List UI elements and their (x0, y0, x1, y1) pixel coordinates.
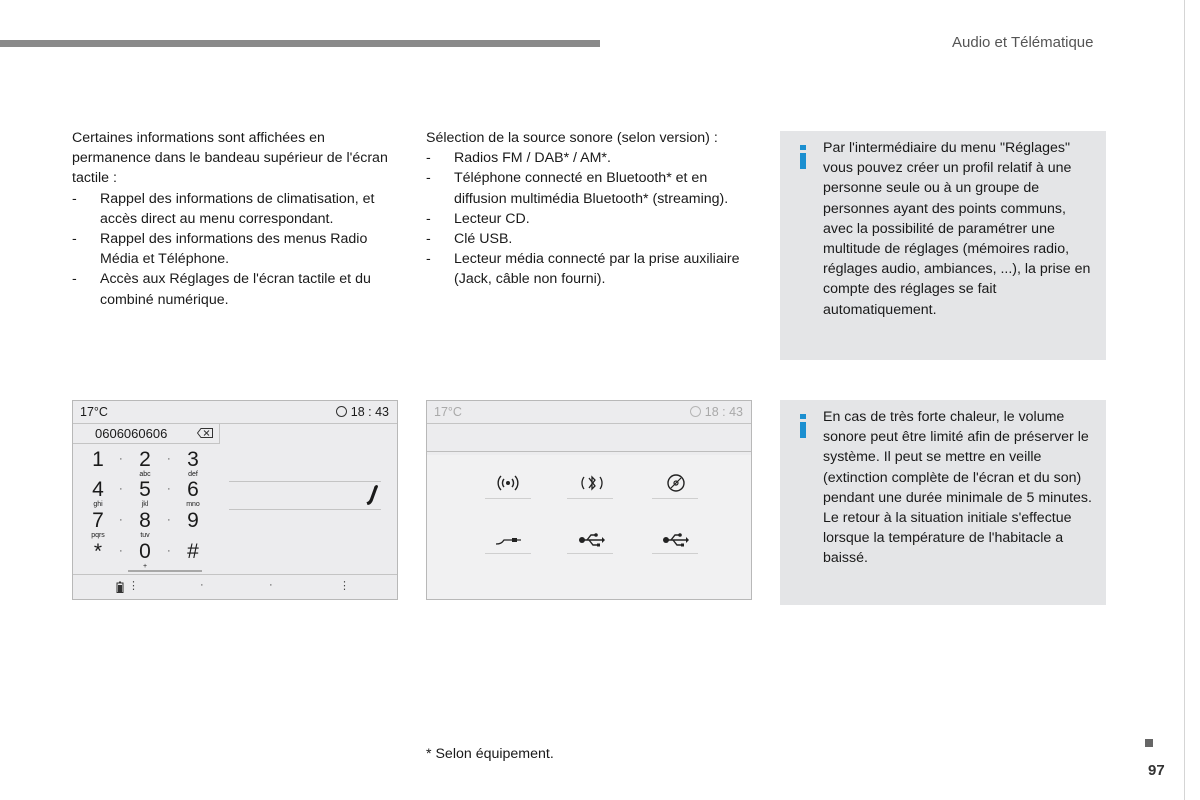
key-9[interactable]: 9 (187, 509, 199, 532)
key-4[interactable]: 4 ghi (92, 478, 104, 508)
aux-jack-icon[interactable] (494, 529, 522, 551)
info-box-profiles (780, 131, 1106, 360)
temperature-readout[interactable]: 17°C (434, 405, 462, 419)
usb-icon[interactable] (578, 529, 606, 551)
settings-icon (336, 406, 347, 417)
list-item: - Lecteur média connecté par la prise auxiliaire (Jack, câble non fourni). (426, 249, 756, 289)
intro-column (72, 128, 402, 310)
list-item: - Accès aux Réglages de l'écran tactile et du combiné numérique. (72, 269, 402, 309)
temperature-readout[interactable]: 17°C (80, 405, 108, 419)
key-2[interactable]: 2 abc (139, 448, 151, 478)
bluetooth-streaming-icon[interactable] (578, 472, 606, 494)
key-5[interactable]: 5 jkl (139, 478, 151, 508)
intro-text: Certaines informations sont affichées en permanence dans le bandeau supérieur de l'écran tactile : (72, 130, 388, 187)
settings-time[interactable] (336, 405, 389, 419)
list-item: - Radios FM / DAB* / AM*. (426, 148, 756, 168)
source-column (426, 128, 756, 290)
cd-icon[interactable] (662, 472, 690, 494)
dialed-number: 0606060606 (95, 426, 168, 441)
usb-icon[interactable] (662, 529, 690, 551)
key-7[interactable]: 7 pqrs (91, 509, 105, 539)
info-box-heat (780, 400, 1106, 605)
phone-screen-illustration: 17°C 18 : 43 0606060606 1 2 abc 3 def 4 ghi 5 jkl 6 mno 7 pqrs 8 tuv 9 * 0 + # · · · · · · · · ⋮ · · ⋮ (72, 400, 398, 600)
call-icon[interactable] (365, 484, 379, 506)
key-6[interactable]: 6 mno (186, 478, 200, 508)
info-text: En cas de très forte chaleur, le volume sonore peut être limité afin de préserver le système. Il peut se mettre en veille (extinction complète de l'écran et du son) pendant une durée minimale de 5 minutes. (823, 409, 1092, 506)
dialed-number-field[interactable] (73, 423, 220, 444)
list-item: - Rappel des informations des menus Radio Média et Téléphone. (72, 229, 402, 269)
clock-readout: 18 : 43 (704, 405, 743, 419)
info-icon (800, 414, 806, 438)
banner-info-list (72, 189, 402, 310)
source-screen-illustration (426, 400, 752, 600)
source-list (426, 148, 756, 289)
source-intro: Sélection de la source sonore (selon version) : (426, 130, 718, 146)
key-0[interactable]: 0 + (139, 540, 151, 570)
key-1[interactable]: 1 (92, 448, 104, 471)
list-item: - Clé USB. (426, 229, 756, 249)
info-text: Le retour à la situation initiale s'effectue lorsque la température de l'habitacle a baissé. (823, 510, 1072, 567)
footnote: * Selon équipement. (426, 746, 554, 762)
list-item: - Lecteur CD. (426, 209, 756, 229)
page-marker (1145, 739, 1153, 747)
scroll-indicator (128, 570, 202, 572)
settings-time[interactable] (690, 405, 743, 419)
page-number: 97 (1148, 762, 1165, 779)
key-hash[interactable]: # (187, 540, 199, 563)
key-3[interactable]: 3 def (187, 448, 199, 478)
key-star[interactable]: * (93, 540, 103, 563)
backspace-icon[interactable] (197, 428, 213, 438)
battery-icon (116, 581, 124, 593)
list-item: - Rappel des informations de climatisation, et accès direct au menu correspondant. (72, 189, 402, 229)
page-edge-rule (1184, 0, 1185, 800)
header-rule (0, 40, 600, 47)
key-8[interactable]: 8 tuv (139, 509, 151, 539)
info-icon (800, 145, 806, 169)
list-item: - Téléphone connecté en Bluetooth* et en diffusion multimédia Bluetooth* (streaming). (426, 168, 756, 208)
section-title: Audio et Télématique (952, 34, 1094, 51)
radio-icon[interactable] (494, 472, 522, 494)
clock-readout: 18 : 43 (350, 405, 389, 419)
info-text: Par l'intermédiaire du menu "Réglages" vous pouvez créer un profil relatif à une personne seule ou à un groupe de personnes ayant des points communs, avec la possibilité de paramétrer une multitude de réglages (mémoires radio, réglages audio, ambiances, ...), la prise en compte des réglages se fait automatiquement. (823, 140, 1091, 318)
settings-icon (690, 406, 701, 417)
